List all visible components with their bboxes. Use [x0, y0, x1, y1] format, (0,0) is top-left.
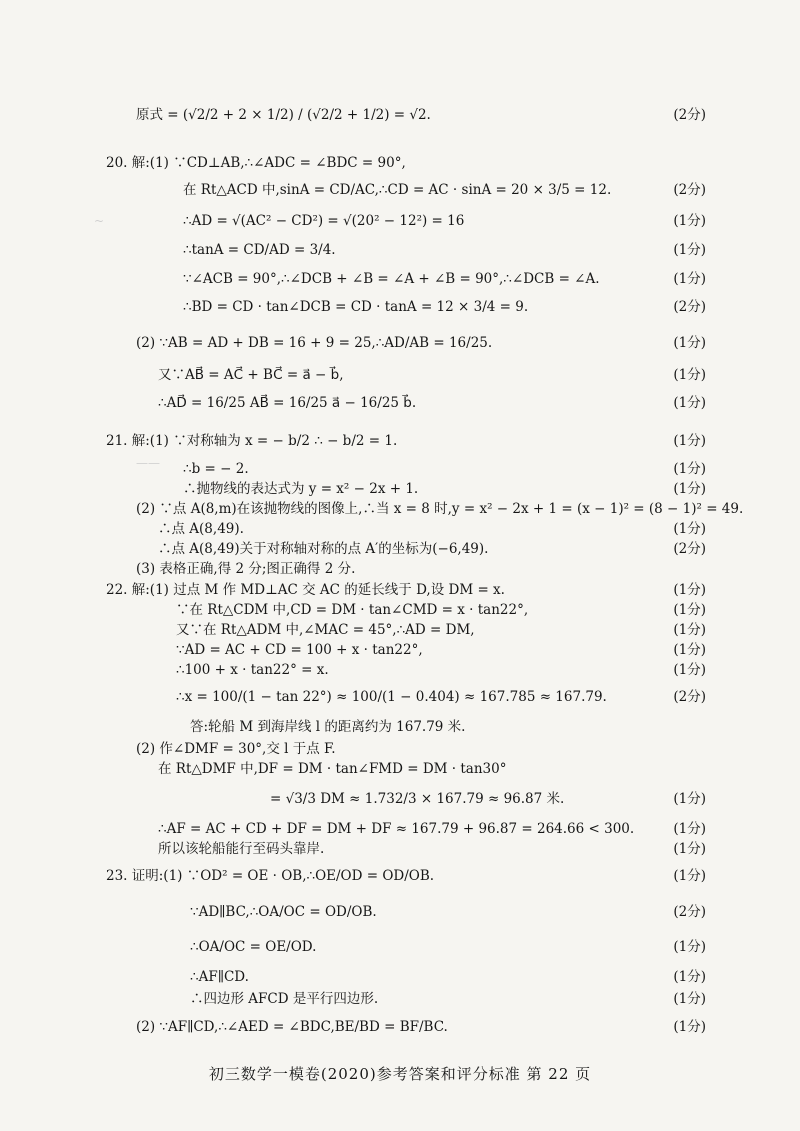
q23-step: ∴四边形 AFCD 是平行四边形.: [190, 991, 379, 1007]
q21-part2: (2) ∵点 A(8,m)在该抛物线的图像上,∴当 x = 8 时,y = x² − 2x + 1 = (x − 1)² = (8 − 1)² = 49.: [136, 501, 744, 517]
q21-heading: 21. 解:(1) ∵对称轴为 x = − b/2 ∴ − b/2 = 1.: [106, 433, 398, 449]
q22-heading: 22. 解:(1) 过点 M 作 MD⊥AC 交 AC 的延长线于 D,设 DM = x.: [106, 582, 505, 598]
q20-step: ∴AD = √(AC² − CD²) = √(20² − 12²) = 16: [183, 213, 465, 229]
bleed-mark: ~: [94, 214, 105, 228]
score-mark: (1分): [673, 335, 706, 351]
q22-step: ∴100 + x · tan22° = x.: [176, 662, 329, 678]
score-mark: (1分): [673, 481, 706, 497]
score-mark: (1分): [673, 271, 706, 287]
score-mark: (1分): [673, 969, 706, 985]
score-mark: (1分): [673, 1019, 706, 1035]
q22-step: 又∵在 Rt△ADM 中,∠MAC = 45°,∴AD = DM,: [176, 622, 475, 638]
score-mark: (2分): [673, 904, 706, 920]
score-mark: (1分): [673, 582, 706, 598]
line-original-expression: 原式 = (√2/2 + 2 × 1/2) / (√2/2 + 1/2) = √2.: [136, 107, 431, 123]
q20-step: ∴tanA = CD/AD = 3/4.: [183, 242, 336, 258]
score-mark: (1分): [673, 602, 706, 618]
q22-step: ∵AD = AC + CD = 100 + x · tan22°,: [176, 642, 423, 658]
score-mark: (1分): [673, 521, 706, 537]
q22-part2: (2) 作∠DMF = 30°,交 l 于点 F.: [136, 741, 336, 757]
q23-heading: 23. 证明:(1) ∵OD² = OE · OB,∴OE/OD = OD/OB.: [106, 868, 435, 884]
score-mark: (2分): [673, 182, 706, 198]
q22-step: = √3/3 DM ≈ 1.732/3 × 167.79 ≈ 96.87 米.: [270, 791, 565, 807]
score-mark: (1分): [673, 395, 706, 411]
score-mark: (1分): [673, 642, 706, 658]
q23-part2: (2) ∵AF∥CD,∴∠AED = ∠BDC,BE/BD = BF/BC.: [136, 1019, 448, 1035]
score-mark: (1分): [673, 841, 706, 857]
score-mark: (1分): [673, 662, 706, 678]
score-mark: (1分): [673, 791, 706, 807]
bleed-mark: ——: [136, 456, 160, 470]
score-mark: (1分): [673, 991, 706, 1007]
score-mark: (1分): [673, 242, 706, 258]
q20-step: ∴AD⃗ = 16/25 AB⃗ = 16/25 a⃗ − 16/25 b⃗.: [158, 395, 417, 411]
score-mark: (2分): [673, 107, 706, 123]
q21-step: ∴点 A(8,49).: [158, 521, 244, 537]
q22-answer: 答:轮船 M 到海岸线 l 的距离约为 167.79 米.: [190, 719, 466, 735]
score-mark: (1分): [673, 213, 706, 229]
score-mark: (1分): [673, 433, 706, 449]
score-mark: (1分): [673, 622, 706, 638]
page-footer: 初三数学一模卷(2020)参考答案和评分标准 第 22 页: [208, 1065, 592, 1083]
score-mark: (1分): [673, 367, 706, 383]
q20-part2: (2) ∵AB = AD + DB = 16 + 9 = 25,∴AD/AB = 16/25.: [136, 335, 493, 351]
q22-step: ∵在 Rt△CDM 中,CD = DM · tan∠CMD = x · tan22°,: [176, 602, 529, 618]
score-mark: (1分): [673, 821, 706, 837]
score-mark: (2分): [673, 299, 706, 315]
q21-step: ∴点 A(8,49)关于对称轴对称的点 A′的坐标为(−6,49).: [158, 541, 489, 557]
score-mark: (2分): [673, 541, 706, 557]
q20-step: ∴BD = CD · tan∠DCB = CD · tanA = 12 × 3/4 = 9.: [183, 299, 529, 315]
q20-step: 又∵AB⃗ = AC⃗ + BC⃗ = a⃗ − b⃗,: [158, 367, 344, 383]
q22-conclusion: 所以该轮船能行至码头靠岸.: [158, 841, 325, 857]
score-mark: (1分): [673, 868, 706, 884]
q20-step: 在 Rt△ACD 中,sinA = CD/AC,∴CD = AC · sinA = 20 × 3/5 = 12.: [183, 182, 612, 198]
q20-step: ∵∠ACB = 90°,∴∠DCB + ∠B = ∠A + ∠B = 90°,∴∠DCB = ∠A.: [183, 271, 600, 287]
q23-step: ∵AD∥BC,∴OA/OC = OD/OB.: [190, 904, 377, 920]
score-mark: (1分): [673, 461, 706, 477]
q23-step: ∴AF∥CD.: [190, 969, 249, 985]
score-mark: (1分): [673, 939, 706, 955]
q22-step: ∴x = 100/(1 − tan 22°) ≈ 100/(1 − 0.404) ≈ 167.785 ≈ 167.79.: [176, 689, 607, 705]
q21-step: ∴b = − 2.: [183, 461, 249, 477]
q21-step: ∴抛物线的表达式为 y = x² − 2x + 1.: [183, 481, 419, 497]
q22-step: ∴AF = AC + CD + DF = DM + DF ≈ 167.79 + 96.87 = 264.66 < 300.: [158, 821, 635, 837]
q22-step: 在 Rt△DMF 中,DF = DM · tan∠FMD = DM · tan30°: [158, 761, 507, 777]
score-mark: (2分): [673, 689, 706, 705]
q21-part3: (3) 表格正确,得 2 分;图正确得 2 分.: [136, 561, 356, 577]
q23-step: ∴OA/OC = OE/OD.: [190, 939, 317, 955]
q20-heading: 20. 解:(1) ∵CD⊥AB,∴∠ADC = ∠BDC = 90°,: [106, 155, 406, 171]
